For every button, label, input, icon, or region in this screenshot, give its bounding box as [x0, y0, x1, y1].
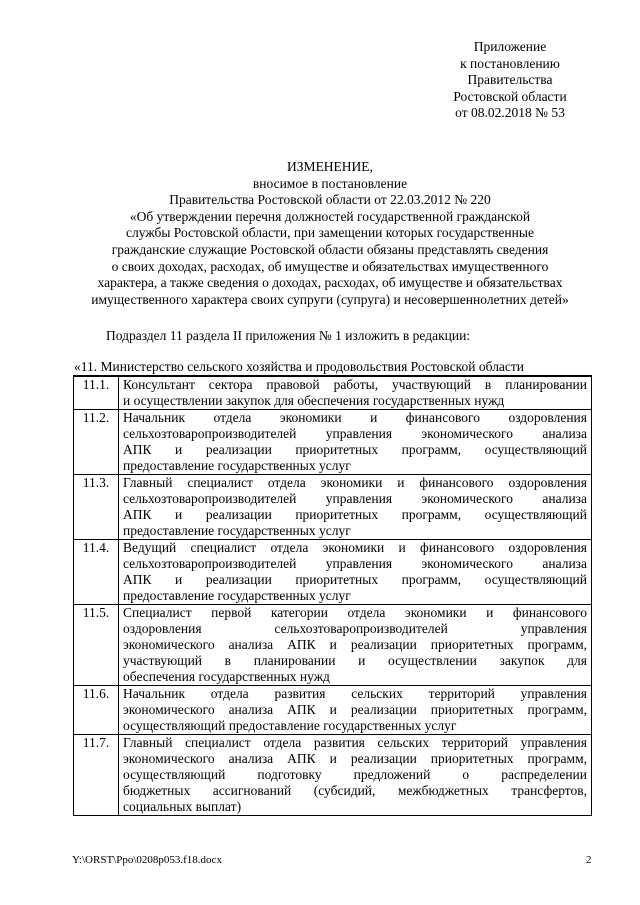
row-number: 11.7. — [74, 735, 119, 816]
appendix-line: Приложение — [473, 39, 547, 54]
table-row — [74, 735, 592, 816]
title-block — [60, 159, 600, 308]
table-row — [74, 540, 592, 605]
appendix-line: Ростовской области — [453, 88, 567, 104]
table-row — [74, 686, 592, 735]
row-text-line: Ведущий специалист отдела экономики и финансового оздоровления — [123, 540, 587, 555]
row-text-line: Главный специалист отдела развития сельских территорий управления — [123, 735, 587, 750]
positions-table-body — [74, 377, 592, 816]
row-text-line: Специалист первой категории отдела экономики и финансового — [123, 605, 587, 620]
table-row — [74, 605, 592, 686]
row-text-line: сельхозтоваропроизводителей управления экономического анализа — [123, 556, 587, 571]
title-line: гражданские служащие Ростовской области обязаны представлять сведения — [111, 241, 549, 257]
row-text-line: осуществляющий подготовку предложений о распределении — [123, 767, 587, 782]
row-text-line: экономического анализа АПК и реализации приоритетных программ, — [123, 702, 587, 717]
row-position-text — [119, 686, 592, 735]
row-text-line: Главный специалист отдела экономики и финансового оздоровления — [123, 475, 587, 490]
row-text-line: бюджетных ассигнований (субсидий, межбюджетных трансфертов, — [123, 783, 587, 798]
footer-file-path: Y:\ORST\Ppo\0208p053.f18.docx — [72, 854, 222, 866]
row-text-line: АПК и реализации приоритетных программ, осуществляющий — [123, 507, 587, 522]
title-line: вносимое в постановление — [252, 175, 408, 191]
appendix-line: от 08.02.2018 № 53 — [455, 105, 565, 121]
row-text-line: Консультант сектора правовой работы, участвующий в планировании — [123, 377, 587, 392]
row-position-text — [119, 540, 592, 605]
footer-page-number: 2 — [586, 854, 592, 866]
row-text-line: осуществляющий предоставление государственных услуг — [123, 718, 457, 733]
positions-table — [73, 376, 592, 816]
row-position-text — [119, 377, 592, 410]
row-position-text — [119, 605, 592, 686]
row-number: 11.1. — [74, 377, 119, 410]
title-line: имущественного характера своих супруги (супруга) и несовершеннолетних детей» — [91, 291, 569, 307]
table-row — [74, 410, 592, 475]
title-line: о своих доходах, расходах, об имуществе и обязательствах имущественного — [111, 258, 549, 274]
row-position-text — [119, 475, 592, 540]
row-text-line: предоставление государственных услуг — [123, 588, 351, 603]
row-number: 11.6. — [74, 686, 119, 735]
title-line: службы Ростовской области, при замещении которых государственные — [126, 225, 534, 241]
row-number: 11.4. — [74, 540, 119, 605]
row-number: 11.3. — [74, 475, 119, 540]
row-text-line: предоставление государственных услуг — [123, 458, 351, 473]
title-line: «Об утверждении перечня должностей государственной гражданской — [129, 208, 531, 224]
intro-paragraph: Подраздел 11 раздела II приложения № 1 изложить в редакции: — [106, 328, 471, 343]
row-text-line: и осуществлении закупок для обеспечения государственных нужд — [123, 393, 505, 408]
table-row — [74, 475, 592, 540]
positions-table-wrapper — [73, 359, 592, 816]
appendix-block — [430, 39, 590, 122]
title-heading: ИЗМЕНЕНИЕ, — [287, 159, 373, 174]
row-text-line: экономического анализа АПК и реализации приоритетных программ, — [123, 751, 587, 766]
table-row — [74, 377, 592, 410]
row-text-line: сельхозтоваропроизводителей управления экономического анализа — [123, 426, 587, 441]
row-text-line: обеспечения государственных нужд — [123, 669, 330, 684]
appendix-line: к постановлению — [460, 55, 560, 71]
row-text-line: предоставление государственных услуг — [123, 523, 351, 538]
row-number: 11.5. — [74, 605, 119, 686]
row-text-line: социальных выплат) — [123, 799, 242, 814]
row-text-line: АПК и реализации приоритетных программ, осуществляющий — [123, 442, 587, 457]
title-line: характера, а также сведения о доходах, расходах, об имуществе и обязательствах — [97, 275, 563, 291]
row-number: 11.2. — [74, 410, 119, 475]
row-text-line: АПК и реализации приоритетных программ, осуществляющий — [123, 572, 587, 587]
appendix-line: Правительства — [467, 72, 553, 88]
section-header: «11. Министерство сельского хозяйства и продовольствия Ростовской области — [73, 359, 592, 376]
row-text-line: оздоровления сельхозтоваропроизводителей управления — [123, 621, 587, 636]
row-text-line: Начальник отдела развития сельских территорий управления — [123, 686, 587, 701]
title-line: Правительства Ростовской области от 22.03.2012 № 220 — [169, 192, 491, 208]
row-position-text — [119, 410, 592, 475]
row-text-line: экономического анализа АПК и реализации приоритетных программ, — [123, 637, 587, 652]
row-position-text — [119, 735, 592, 816]
row-text-line: сельхозтоваропроизводителей управления экономического анализа — [123, 491, 587, 506]
row-text-line: Начальник отдела экономики и финансового оздоровления — [123, 410, 587, 425]
row-text-line: участвующий в планировании и осуществлении закупок для — [123, 653, 587, 668]
